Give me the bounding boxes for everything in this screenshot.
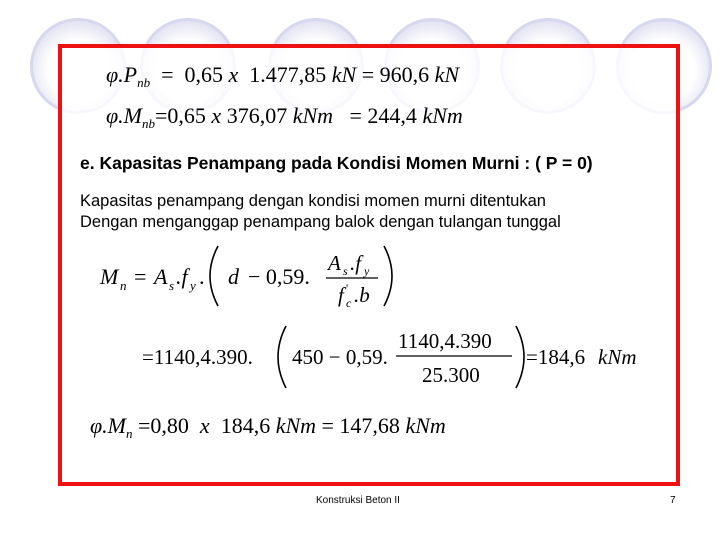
paragraph-line: Kapasitas penampang dengan kondisi momen murni ditentukan <box>80 192 546 210</box>
formula-mn-value <box>140 322 650 392</box>
section-heading: e. Kapasitas Penampang pada Kondisi Momen Murni : ( P = 0) <box>80 153 593 173</box>
svg-text:.f: .f <box>176 264 188 289</box>
formula-mn <box>96 240 406 312</box>
page-number: 7 <box>670 495 676 506</box>
svg-text:n: n <box>120 278 127 293</box>
svg-text:=184,6: =184,6 <box>526 345 586 369</box>
svg-text:A: A <box>328 251 341 275</box>
formula-pnb: $\varphi.P_{nb} = 0,65$ x 1.477,85 kN = 960,6 kN <box>106 62 460 90</box>
svg-text:25.300: 25.300 <box>422 363 480 387</box>
svg-text:=1140,4.390.: =1140,4.390. <box>142 345 253 369</box>
paragraph-line: Dengan menganggap penampang balok dengan tulangan tunggal <box>80 213 561 231</box>
formula-phi-mn: $\varphi.M_n =0,80$ x 184,6 kNm = 147,68 kNm <box>90 413 446 441</box>
svg-text:d: d <box>228 264 239 289</box>
svg-text:c: c <box>346 296 352 310</box>
svg-text:': ' <box>346 281 349 295</box>
svg-text:s: s <box>169 278 175 293</box>
svg-text:y: y <box>190 278 196 293</box>
svg-text:kNm: kNm <box>598 345 637 369</box>
svg-text:f: f <box>338 283 344 307</box>
svg-text:s: s <box>343 264 348 278</box>
svg-text:=: = <box>134 264 147 289</box>
svg-text:.f: .f <box>350 251 362 275</box>
svg-text:1140,4.390: 1140,4.390 <box>398 329 492 353</box>
svg-text:.b: .b <box>354 283 370 307</box>
svg-text:450 − 0,59.: 450 − 0,59. <box>292 345 388 369</box>
svg-text:A: A <box>154 264 168 289</box>
svg-text:.: . <box>199 264 205 289</box>
footer-title: Konstruksi Beton II <box>316 495 400 506</box>
svg-text:M: M <box>100 264 119 289</box>
svg-text:− 0,59.: − 0,59. <box>248 264 310 289</box>
formula-mnb: $\varphi.M_{nb}=0,65$ x 376,07 kNm = 244,4 kNm <box>106 103 463 131</box>
svg-text:y: y <box>364 264 370 278</box>
